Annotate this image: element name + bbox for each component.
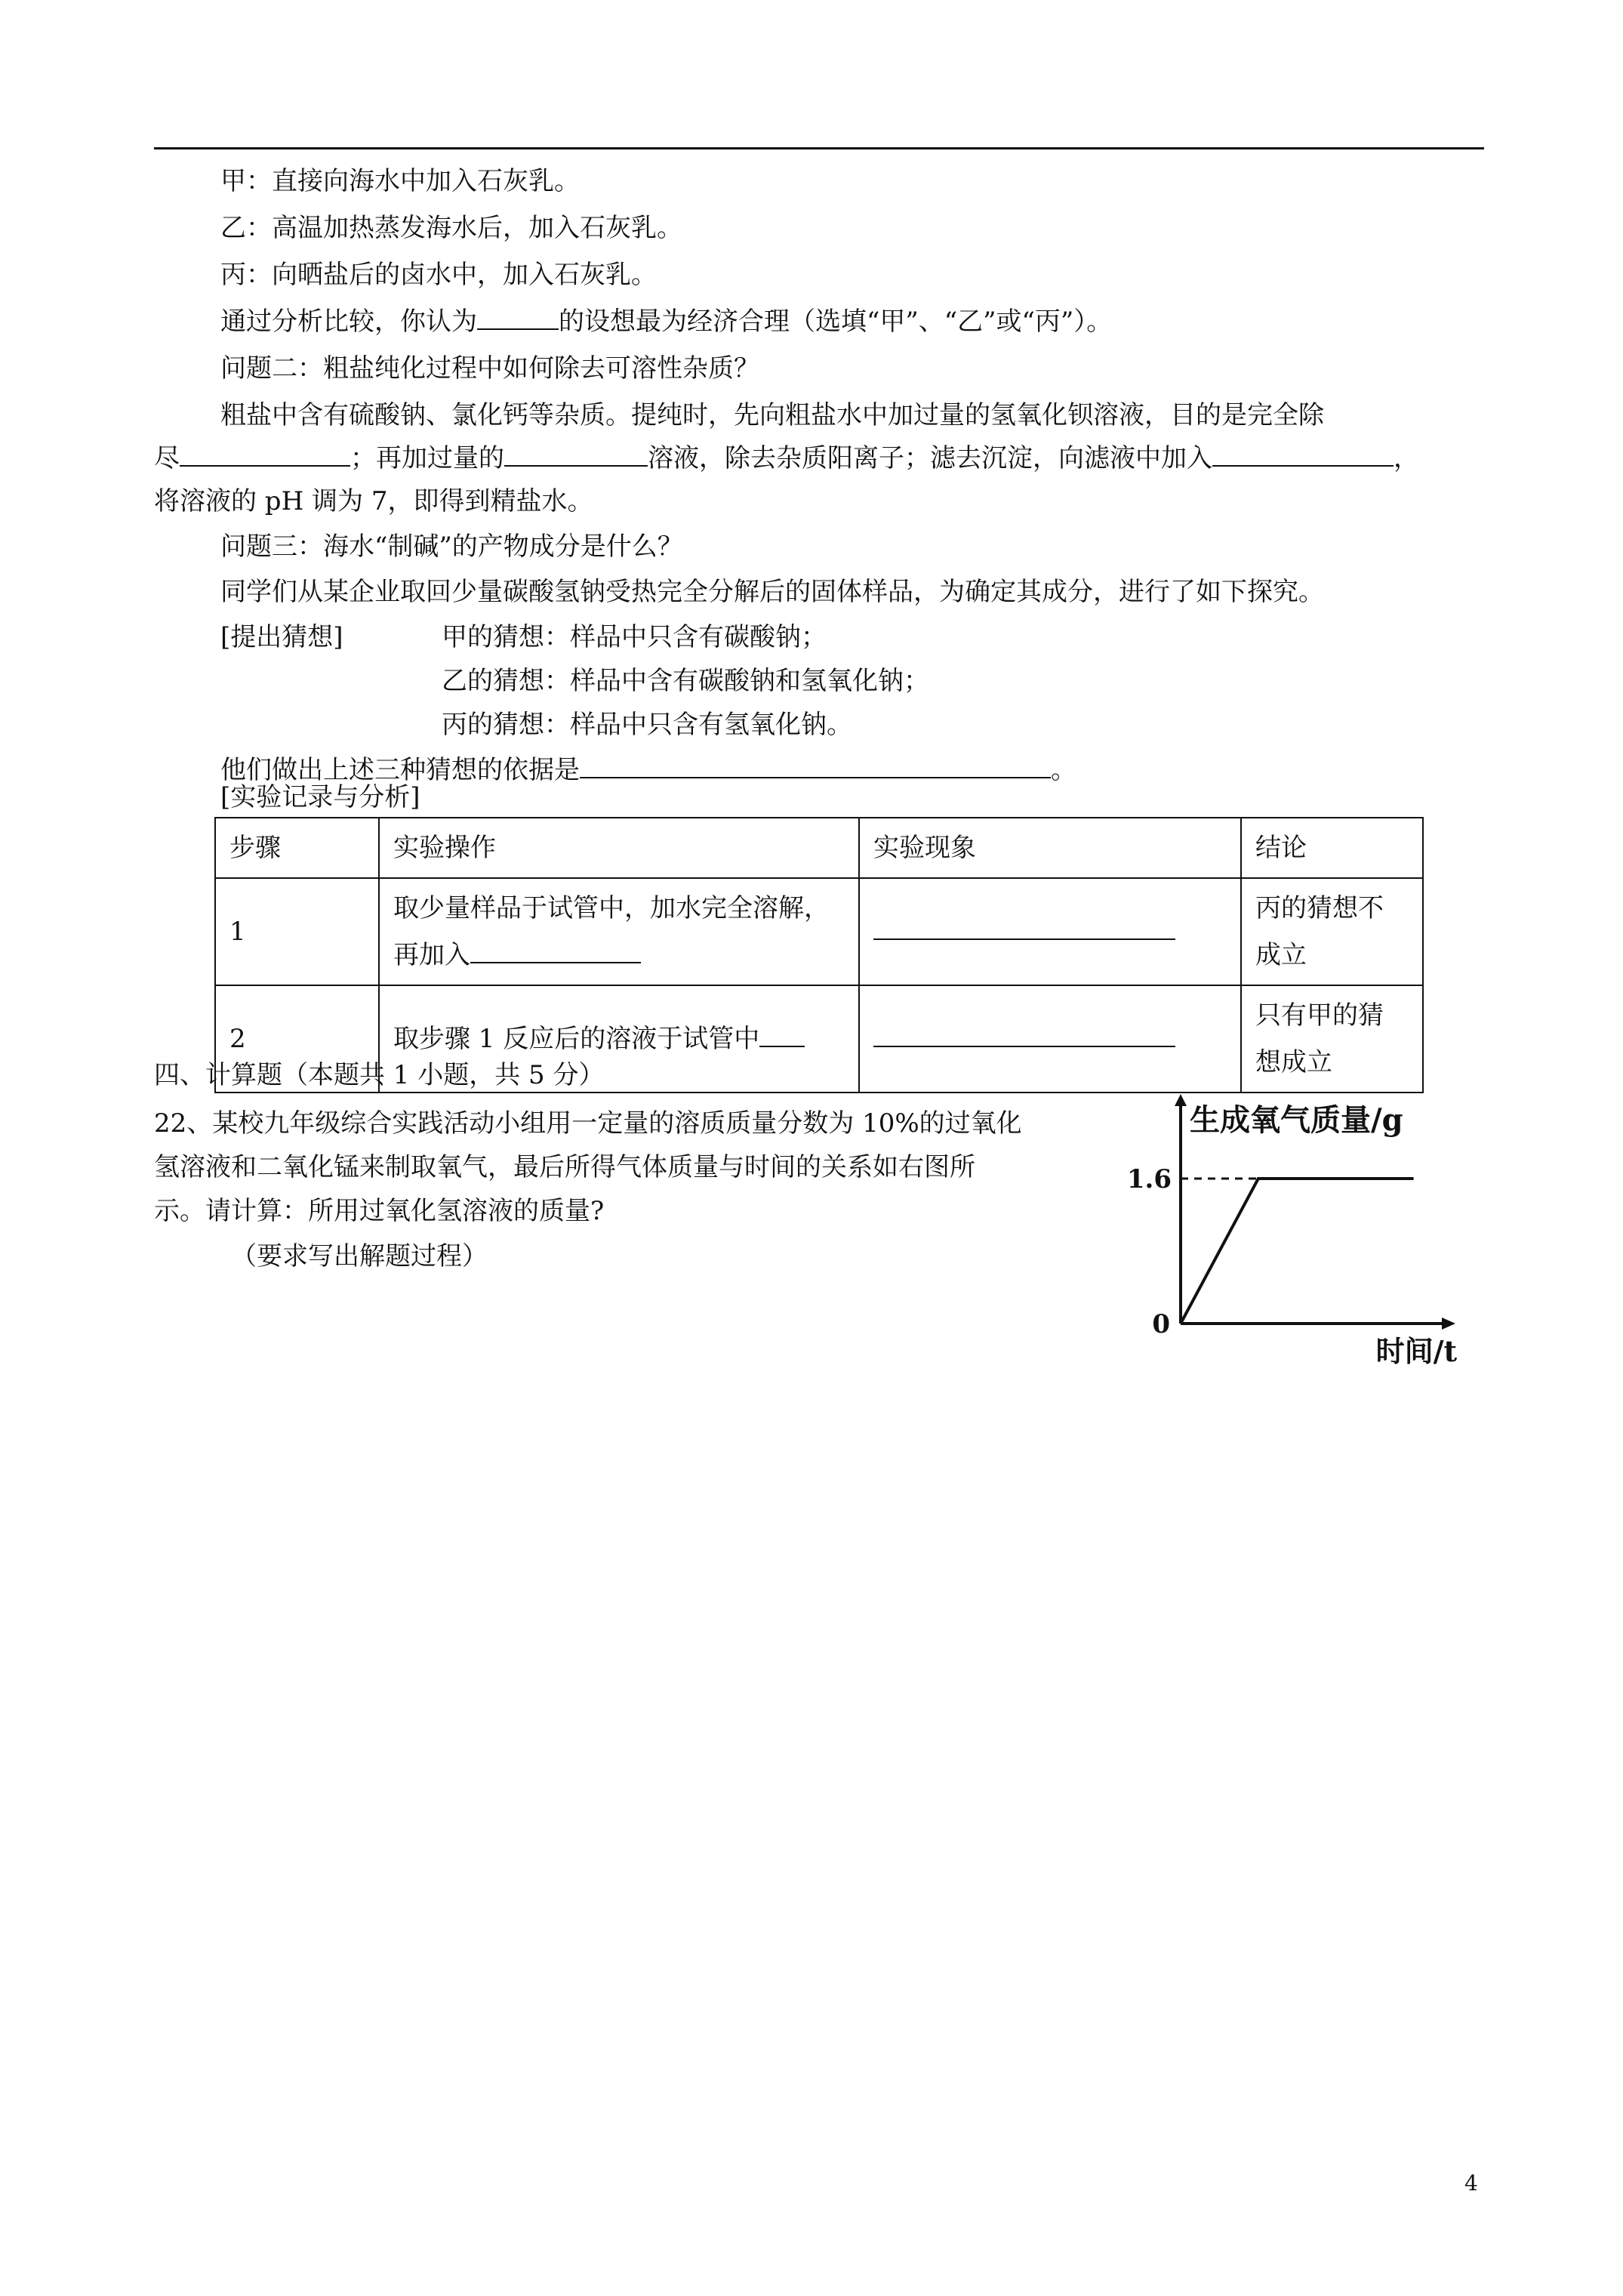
header-rule	[154, 147, 1484, 149]
guess-yi: 乙的猜想：样品中含有碳酸钠和氢氧化钠；	[442, 666, 929, 696]
step-cell: 2	[215, 985, 379, 1093]
phenomenon-blank[interactable]	[873, 916, 1175, 940]
p2-text-b: ；再加过量的	[350, 443, 504, 473]
paragraph-line-2	[154, 440, 1419, 476]
p2-text-d: ，	[1394, 443, 1419, 473]
header-conclusion: 结论	[1241, 818, 1423, 878]
paragraph-line-3: 将溶液的 pH 调为 7，即得到精盐水。	[154, 486, 593, 516]
compare-line	[220, 304, 1112, 340]
question-three: 问题三：海水“制碱”的产物成分是什么？	[220, 532, 683, 562]
question-two: 问题二：粗盐纯化过程中如何除去可溶性杂质？	[220, 353, 759, 384]
question-22-line-3: 示。请计算：所用过氧化氢溶液的质量?	[154, 1196, 605, 1226]
operation-blank[interactable]	[759, 1023, 805, 1047]
blank-reagent[interactable]	[504, 442, 648, 467]
conclusion-text: 只有甲的猜	[1255, 1000, 1384, 1031]
blank-acid[interactable]	[1212, 442, 1394, 467]
phenomenon-blank[interactable]	[873, 1023, 1175, 1047]
basis-text-b: 。	[1051, 755, 1076, 785]
compare-blank[interactable]	[477, 306, 559, 330]
guess-jia: 甲的猜想：样品中只含有碳酸钠；	[442, 622, 827, 652]
origin-label: 0	[1152, 1309, 1170, 1339]
reagent-blank[interactable]	[470, 939, 641, 963]
phenomenon-cell	[859, 878, 1241, 985]
compare-text-a: 通过分析比较，你认为	[220, 307, 477, 337]
option-jia: 甲：直接向海水中加入石灰乳。	[220, 166, 580, 196]
table-row	[215, 878, 1423, 985]
header-step: 步骤	[215, 818, 379, 878]
operation-text-b: 再加入	[393, 940, 470, 970]
conclusion-cell	[1241, 985, 1423, 1093]
header-operation: 实验操作	[379, 818, 859, 878]
operation-text: 取少量样品于试管中，加水完全溶解，	[393, 893, 830, 923]
operation-text: 取步骤 1 反应后的溶液于试管中	[393, 1024, 760, 1054]
question-22-line-1: 22、某校九年级综合实践活动小组用一定量的溶质质量分数为 10%的过氧化	[154, 1108, 1022, 1139]
option-yi: 乙：高温加热蒸发海水后，加入石灰乳。	[220, 213, 682, 243]
y-axis-arrow	[1175, 1094, 1187, 1106]
oxygen-mass-chart	[1102, 1091, 1480, 1378]
basis-text-a: 他们做出上述三种猜想的依据是	[220, 755, 580, 785]
conclusion-text: 丙的猜想不	[1255, 893, 1384, 923]
step-cell: 1	[215, 878, 379, 985]
conclusion-text-b: 想成立	[1255, 1047, 1332, 1077]
table-header-row	[215, 818, 1423, 878]
y-tick-label: 1.6	[1126, 1164, 1172, 1194]
phenomenon-cell	[859, 985, 1241, 1093]
blank-purpose[interactable]	[180, 442, 350, 467]
section-four-heading: 四、计算题（本题共 1 小题，共 5 分）	[154, 1060, 605, 1090]
conclusion-cell	[1241, 878, 1423, 985]
p2-text-c: 溶液，除去杂质阳离子；滤去沉淀，向滤液中加入	[648, 443, 1212, 473]
y-axis-label: 生成氧气质量/g	[1190, 1102, 1403, 1138]
paragraph-line-1: 粗盐中含有硫酸钠、氯化钙等杂质。提纯时，先向粗盐水中加过量的氢氧化钡溶液，目的是完全除	[220, 400, 1324, 430]
question-22-line-2: 氢溶液和二氧化锰来制取氧气，最后所得气体质量与时间的关系如右图所	[154, 1152, 975, 1182]
experiment-table	[214, 817, 1424, 1093]
compare-text-b: 的设想最为经济合理（选填“甲”、“乙”或“丙”）。	[559, 307, 1113, 337]
series-line	[1181, 1179, 1414, 1324]
p2-text-a: 尽	[154, 443, 180, 473]
x-axis-label: 时间/t	[1375, 1334, 1457, 1368]
x-axis-arrow	[1442, 1318, 1455, 1330]
guess-bing: 丙的猜想：样品中只含有氢氧化钠。	[442, 710, 852, 740]
option-bing: 丙：向晒盐后的卤水中，加入石灰乳。	[220, 260, 657, 290]
header-phenomenon: 实验现象	[859, 818, 1241, 878]
record-label: [实验记录与分析]	[220, 782, 420, 812]
operation-cell	[379, 878, 859, 985]
conclusion-text-b: 成立	[1255, 940, 1307, 970]
paragraph-line-4: 同学们从某企业取回少量碳酸氢钠受热完全分解后的固体样品，为确定其成分，进行了如下探究。	[220, 577, 1324, 607]
question-22-line-4: （要求写出解题过程）	[231, 1241, 488, 1271]
page-number: 4	[1464, 2171, 1478, 2196]
guess-label: [提出猜想]	[220, 622, 343, 652]
basis-blank[interactable]	[580, 754, 1051, 778]
